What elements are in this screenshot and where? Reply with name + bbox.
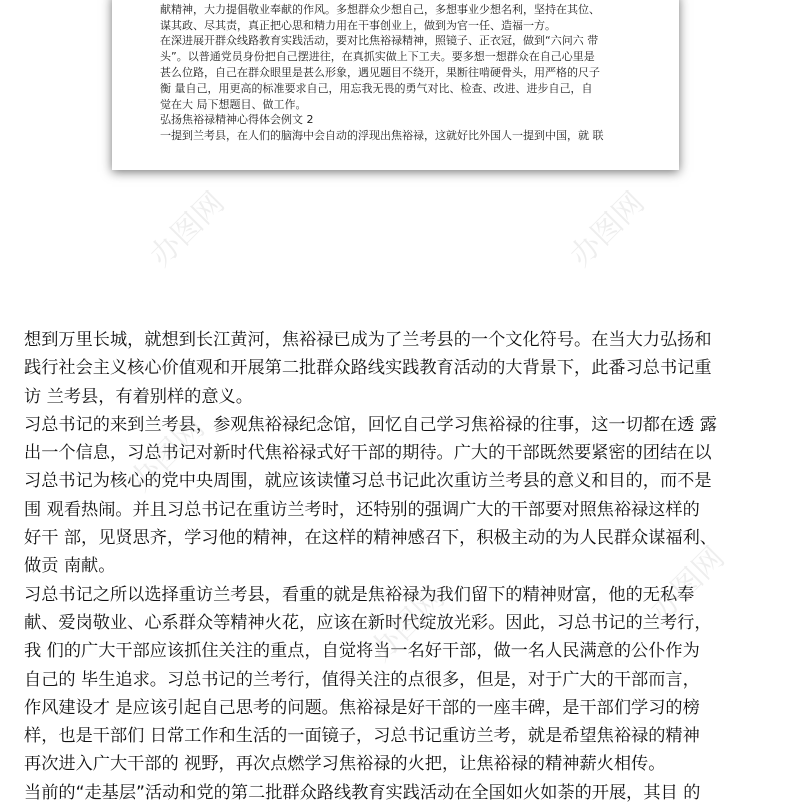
body-line: 出一个信息，习总书记对新时代焦裕禄式好干部的期待。广大的干部既然要紧密的团结在以	[24, 443, 712, 464]
page-line: 觉在大 局下想题目、做工作。	[160, 97, 307, 111]
document-preview-area	[0, 0, 800, 300]
page-line: 一提到兰考县，在人们的脑海中会自动的浮现出焦裕禄，这就好比外国人一提到中国，就 联	[160, 129, 604, 143]
page-line: 甚么位路，自己在群众眼里是甚么形象，遇见题目不绕开，果断往啃硬骨头，用严格的尺子	[160, 65, 600, 79]
page-line: 衡 量自己，用更高的标准要求自己，用忘我无畏的勇气对比、检查、改进、进步自己，自	[160, 81, 593, 95]
watermark: 办图网	[563, 185, 652, 274]
body-line: 习总书记之所以选择重访兰考县，看重的就是焦裕禄为我们留下的精神财富，他的无私奉	[24, 584, 695, 605]
body-line: 访 兰考县，有着别样的意义。	[24, 386, 253, 407]
body-line: 样，也是干部们 日常工作和生活的一面镜子，习总书记重访兰考，就是希望焦裕禄的精神	[24, 726, 700, 747]
page-section-heading: 弘扬焦裕禄精神心得体会例文 2	[160, 113, 314, 127]
body-line: 习总书记的来到兰考县，参观焦裕禄纪念馆，回忆自己学习焦裕禄的往事，这一切都在透 露	[24, 414, 717, 435]
watermark: 办图网	[123, 410, 212, 499]
body-line: 当前的“走基层”活动和党的第二批群众路线教育实践活动在全国如火如荼的开展，其目 的	[24, 782, 701, 803]
page-line: 谋其政、尽其责，真正把心思和精力用在干事创业上，做到为官一任、造福一方。	[160, 18, 556, 32]
body-line: 围 观看热闹。并且习总书记在重访兰考时，还特别的强调广大的干部要对照焦裕禄这样的	[24, 499, 700, 520]
watermark: 办图网	[143, 185, 232, 274]
body-line: 好干 部，见贤思齐，学习他的精神，在这样的精神感召下，积极主动的为人民群众谋福利、	[24, 528, 717, 549]
page-line: 在深进展开群众线路教育实践活动，要对比焦裕禄精神，照镜子、正衣冠，做到“六问六 带	[160, 34, 599, 48]
body-line: 践行社会主义核心价值观和开展第二批群众路线实践教育活动的大背景下，此番习总书记重	[24, 358, 712, 379]
body-line: 习总书记为核心的党中央周围，就应该读懂习总书记此次重访兰考县的意义和目的，而不是	[24, 471, 712, 492]
page-card-text	[160, 0, 638, 144]
document-page-thumbnail	[112, 0, 679, 170]
watermark: 办图网	[363, 580, 452, 669]
body-line: 献、爱岗敬业、心系群众等精神火花，应该在新时代绽放光彩。因此，习总书记的兰考行，	[24, 612, 712, 633]
body-line: 想到万里长城，就想到长江黄河，焦裕禄已成为了兰考县的一个文化符号。在当大力弘扬和	[24, 330, 712, 350]
body-line: 再次进入广大干部的 视野，再次点燃学习焦裕禄的火把，让焦裕禄的精神薪火相传。	[24, 754, 666, 775]
body-line: 作风建设才 是应该引起自己思考的问题。焦裕禄是好干部的一座丰碑，是干部们学习的榜	[24, 697, 700, 718]
page-line: 献精神，大力提倡敬业奉献的作风。多想群众少想自己，多想事业少想名利，坚持在其位、	[160, 2, 600, 16]
body-line: 自己的 毕生追求。习总书记的兰考行，值得关注的点很多，但是，对于广大的干部而言，	[24, 669, 700, 690]
body-line: 做贡 南献。	[24, 556, 116, 577]
body-line: 我 们的广大干部应该抓住关注的重点，自觉将当一名好干部，做一名人民满意的公仆作为	[24, 641, 700, 662]
watermark: 办图网	[643, 540, 732, 629]
document-body	[24, 326, 780, 807]
page-line: 头”。以普通党员身份把自己摆进往，在真抓实做上下工夫。要多想一想群众在自己心里是	[160, 50, 595, 64]
